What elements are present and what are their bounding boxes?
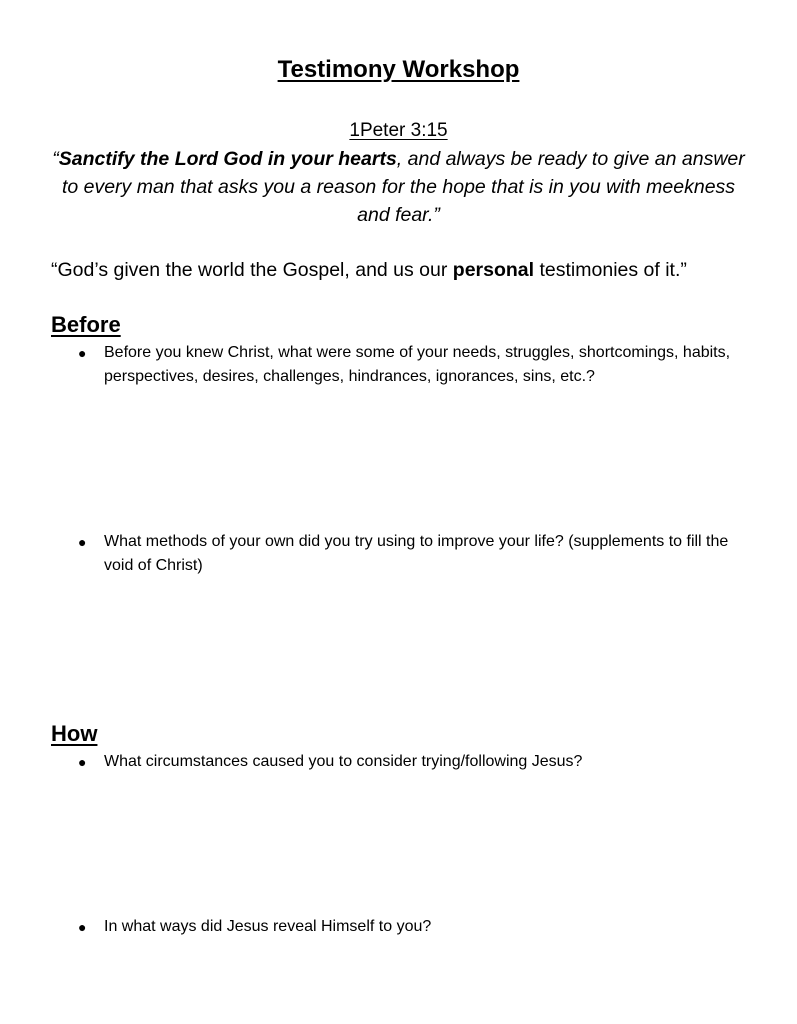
verse-emphasis: Sanctify the Lord God in your hearts (58, 148, 397, 170)
question-text: What circumstances caused you to consider trying/following Jesus? (104, 753, 583, 770)
scripture-verse (50, 145, 747, 229)
bullet-icon: ● (78, 345, 87, 361)
verse-open-quote: “ (52, 148, 59, 170)
question-item (78, 750, 758, 774)
bullet-icon: ● (78, 754, 87, 770)
bullet-icon: ● (78, 919, 87, 935)
question-item (78, 915, 758, 939)
question-text: Before you knew Christ, what were some of your needs, struggles, shortcomings, habits, perspectives, desires, challenges, hindrances, ignorances, sins, etc.? (104, 344, 731, 385)
question-item (78, 341, 758, 389)
verse-rest: , and always be ready to give an answer to every man that asks you a reason for the hope that is in you with meekness and fear.” (61, 148, 745, 226)
question-text: What methods of your own did you try using to improve your life? (supplements to fill the void of Christ) (104, 533, 729, 574)
page-title: Testimony Workshop (277, 56, 520, 83)
quote-emphasis: personal (452, 259, 535, 281)
section-heading-before: Before (51, 312, 121, 337)
quote-before: “God’s given the world the Gospel, and us our (51, 259, 453, 281)
question-text: In what ways did Jesus reveal Himself to you? (104, 918, 432, 935)
question-item (78, 530, 758, 578)
quote-after: testimonies of it.” (534, 259, 687, 281)
scripture-reference: 1Peter 3:15 (349, 120, 448, 141)
gospel-quote (51, 256, 771, 284)
section-heading-how: How (51, 721, 98, 746)
bullet-icon: ● (78, 534, 87, 550)
